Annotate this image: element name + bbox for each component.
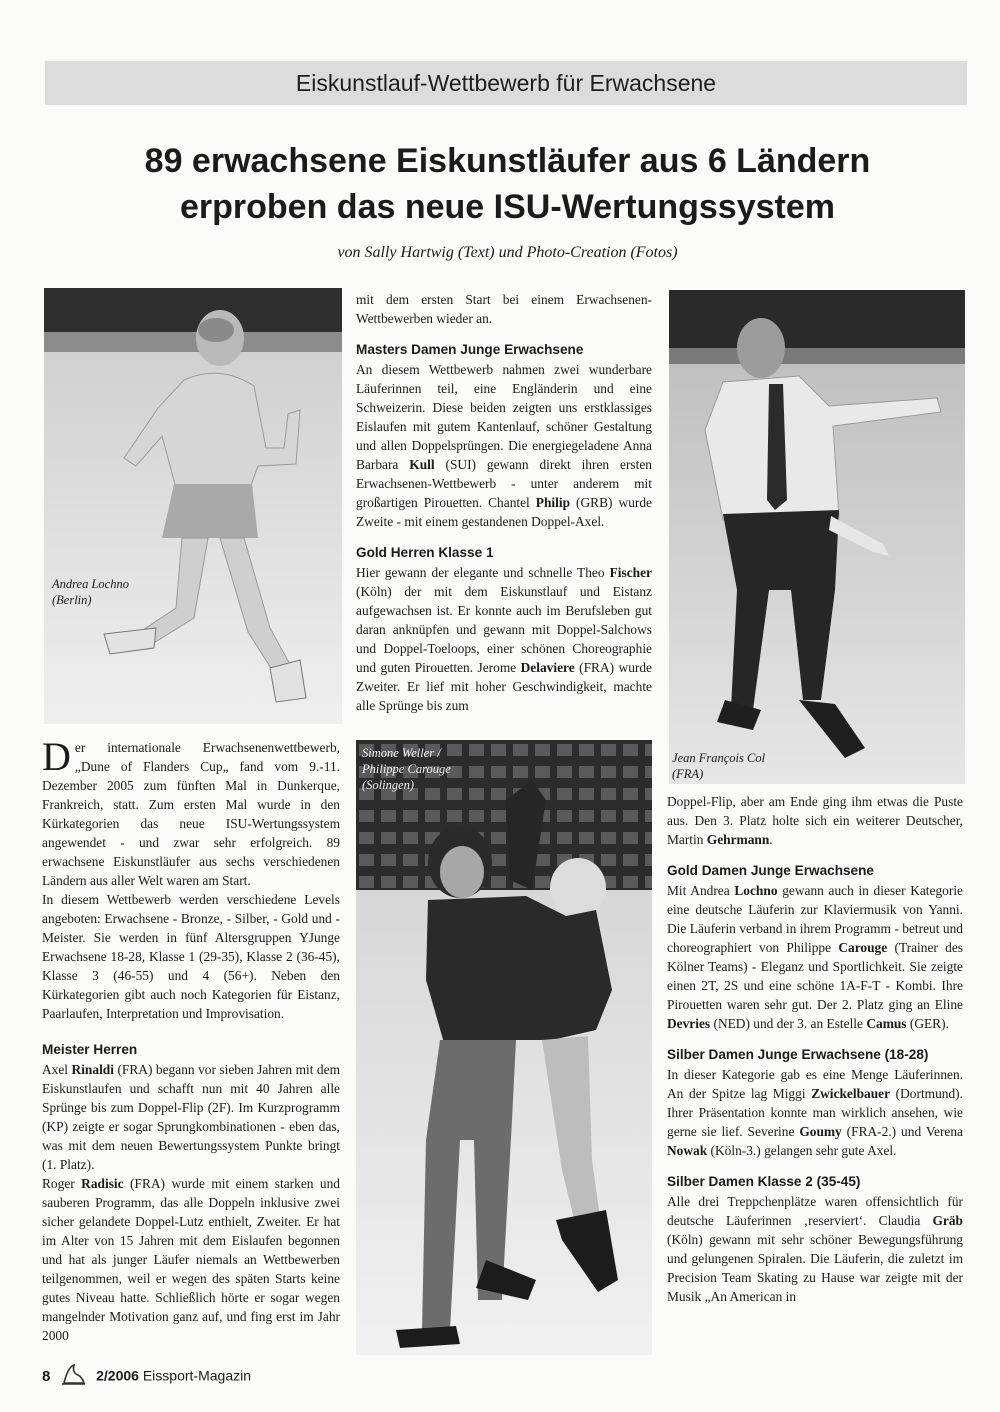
gold-herren-paragraph: Hier gewann der elegante und schnelle Theo Fischer (Köln) der mit dem Eiskunstlauf und Eistanz aufgewachsen ist. Er konnte auch im Berufsleben gut daran anknüpfen und gewann mit Doppel-Salchows und Doppel-Toeloops, einer schönen Choreographie und guten Pirouetten. Jerome Delaviere (FRA) wurde Zweiter. Er lief mit hoher Geschwindigkeit, machte alle Sprünge bis zum (356, 565, 652, 713)
headline-line-2: erproben das neue ISU-Wertungssystem (180, 188, 835, 226)
dropcap: D (42, 734, 71, 779)
article-headline (40, 138, 975, 230)
column-2 (356, 290, 652, 715)
heading-silber-junge: Silber Damen Junge Erwachsene (18-28) (667, 1047, 929, 1062)
magazine-name: Eissport-Magazin (142, 1367, 251, 1384)
issue-number: 2/2006 (96, 1367, 139, 1384)
masters-paragraph: An diesem Wettbewerb nahmen zwei wunderbare Läuferinnen teil, eine Engländerin und eine Schweizerin. Diese beiden zeigten uns erstklassiges Eislaufen mit gutem Kantenlauf, schöner Gestaltung und allen Doppelsprüngen. Die energiegeladene Anna Barbara Kull (SUI) gewann direkt ihren ersten Erwachsenen-Wettbewerb - unter anderem mit großartigen Pirouetten. Chantel Philip (GRB) wurde Zweite - mit einem gestandenen Doppel-Axel. (356, 362, 652, 529)
silber-junge-paragraph: In dieser Kategorie gab es eine Menge Läuferinnen. An der Spitze lag Miggi Zwickelbauer (Dortmund). Ihrer Präsentation konnte man wirklich ansehen, wie gerne sie lief. Severine Goumy (FRA-2.) und Verena Nowak (Köln-3.) gelangen sehr gute Axel. (667, 1067, 963, 1158)
skater-logo-icon (60, 1363, 86, 1391)
page-number: 8 (42, 1367, 51, 1385)
caption-photo-1: Andrea Lochno (Berlin) (52, 577, 129, 607)
caption-photo-3: Jean François Col (FRA) (672, 751, 766, 781)
headline-line-1: 89 erwachsene Eiskunstläufer aus 6 Ländern (144, 142, 871, 180)
photo-andrea-lochno (44, 288, 342, 724)
silber-klasse-2-paragraph: Alle drei Treppchenplätze waren offensichtlich für deutsche Läuferinnen ‚reserviert‘. Claudia Gräb (Köln) gewann mit sehr schöner Bewegungsführung und gelungenen Spiralen. Die Läuferin, die zuletzt im Precision Team Skating zu Hause war zeigte mit der Musik „An American in (667, 1194, 963, 1304)
heading-masters-damen: Masters Damen Junge Erwachsene (356, 342, 584, 357)
heading-gold-damen: Gold Damen Junge Erwachsene (667, 863, 874, 878)
column-1 (42, 734, 340, 1345)
col3-continuation: Doppel-Flip, aber am Ende ging ihm etwas die Puste aus. Den 3. Platz holte sich ein weiterer Deutscher, Martin Gehrmann. (667, 794, 963, 847)
radisic-paragraph: Roger Radisic (FRA) wurde mit einem starken und sauberen Programm, das alle Doppeln inklusive zwei sicher gelandete Doppel-Lutz enthielt, Zweiter. Er hat im Alter von 15 Jahren mit dem Eislaufen begonnen und hat als junger Läufer niemals an Wettbewerben teilgenommen, weil er wegen des späten Starts keine gutes Niveau hatte. Schließlich hörte er sogar wegen mangelnder Motivation ganz auf, und fing erst im Jahr 2000 (42, 1176, 340, 1343)
intro-paragraph: Der internationale Erwachsenenwettbewerb, „Dune of Flanders Cup„ fand vom 9.-11. Dezember 2005 zum fünften Mal in Dunkerque, Frankreich, statt. Zum ersten Mal wurde in den Kürkategorien das neue ISU-Wertungssystem angewendet - und zwar sehr erfolgreich. 89 erwachsene Eiskunstläufer aus sechs verschiedenen Ländern aus aller Welt waren am Start. (42, 734, 340, 888)
photo-jean-francois-col (669, 290, 965, 784)
section-banner: Eiskunstlauf-Wettbewerb für Erwachsene (45, 61, 967, 105)
page-footer (42, 1363, 251, 1385)
heading-gold-herren: Gold Herren Klasse 1 (356, 545, 494, 560)
continuation-paragraph: mit dem ersten Start bei einem Erwachsenen-Wettbewerben wieder an. (356, 292, 652, 326)
heading-silber-klasse-2: Silber Damen Klasse 2 (35-45) (667, 1174, 861, 1189)
column-3 (667, 792, 963, 1306)
photo-weller-carouge (356, 740, 652, 1355)
gold-damen-paragraph: Mit Andrea Lochno gewann auch in dieser Kategorie eine deutsche Läuferin zur Klaviermusik von Yanni. Die Läuferin verband in ihrem Programm - betreut und choreographiert von Philippe Carouge (Trainer des Kölner Teams) - Eleganz und Sportlichkeit. Sie zeigte einen 2T, 2S und eine schöne 1A-F-T - Kombi. Ihre Pirouetten waren sehr gut. Der 2. Platz ging an Eline Devries (NED) und der 3. an Estelle Camus (GER). (667, 883, 964, 1031)
caption-photo-2: Simone Weller / Philippe Carouge (Solingen) (362, 746, 451, 792)
byline: von Sally Hartwig (Text) und Photo-Creation (Fotos) (337, 244, 678, 261)
levels-paragraph: In diesem Wettbewerb werden verschiedene Levels angeboten: Erwachsene - Bronze, - Silber, - Gold und - Meister. Sie werden in fünf Altersgruppen YJunge Erwachsene 18-28, Klasse 1 (29-35), Klasse 2 (36-45), Klasse 3 (46-55) und 4 (56+). Neben den Kürkategorien gibt auch noch Kategorien für Eistanz, Paarlaufen, Interpretation und Improvisation. (42, 892, 340, 1021)
rinaldi-paragraph: Axel Rinaldi (FRA) begann vor sieben Jahren mit dem Eiskunstlaufen und schafft nun mit 40 Jahren alle Sprünge bis zum Doppel-Flip (2F). Im Kurzprogramm (KP) zeigte er sogar Sprungkombinationen - eben das, was mit dem neuen Bewertungssystem Punkte bringt (1. Platz). (42, 1062, 340, 1172)
heading-meister-herren: Meister Herren (42, 1042, 138, 1057)
